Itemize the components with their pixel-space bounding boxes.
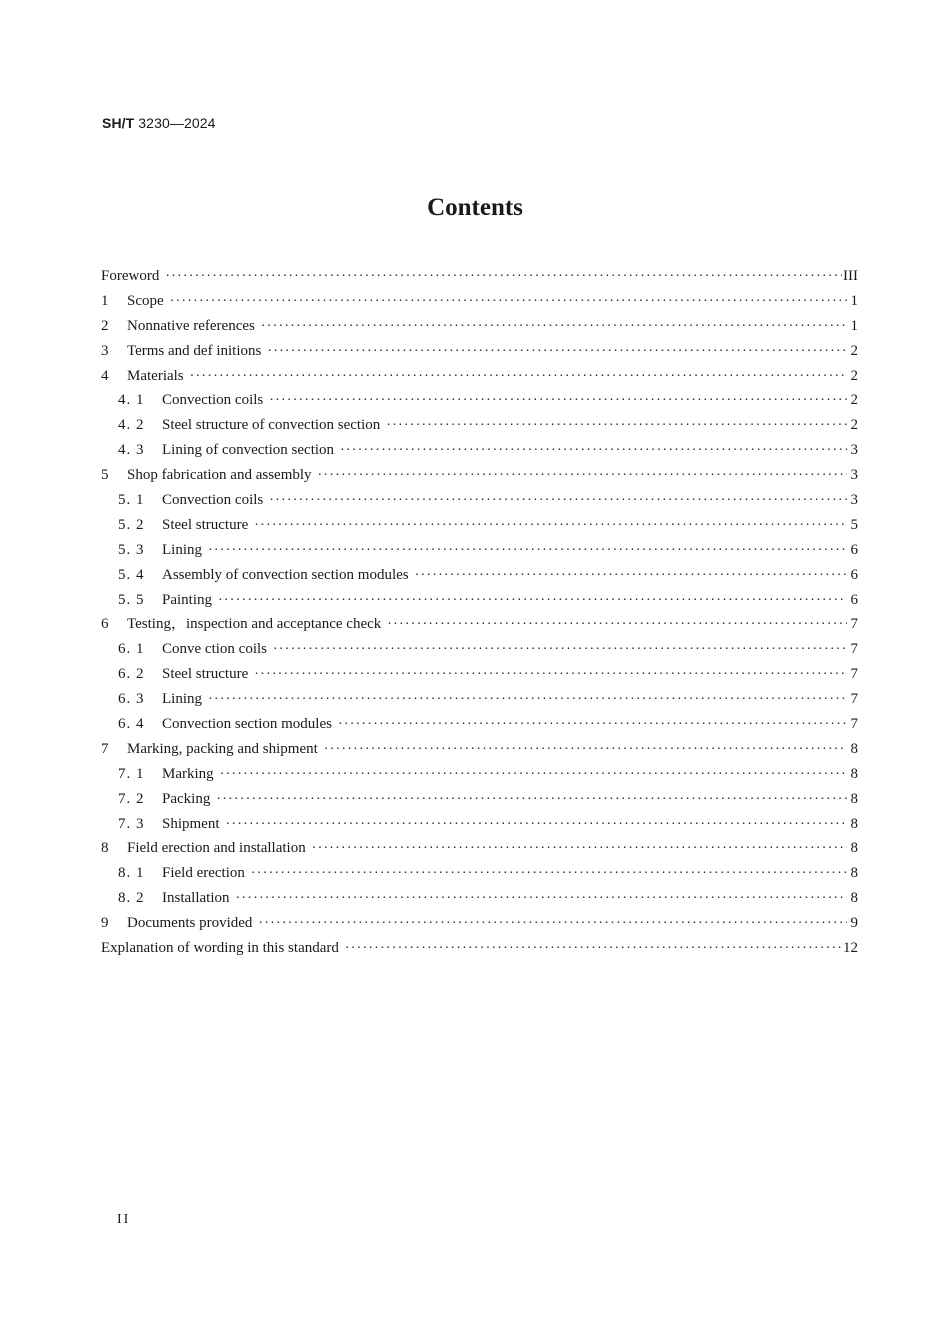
- table-of-contents: [101, 264, 858, 961]
- toc-entry[interactable]: [101, 463, 858, 488]
- toc-dot-leader: [226, 813, 847, 838]
- toc-entry-page: 8: [850, 765, 858, 782]
- toc-entry-page: 9: [850, 915, 858, 932]
- toc-entry-title: Shipment: [162, 815, 220, 832]
- toc-entry-page: 8: [850, 840, 858, 857]
- toc-entry-number: 9: [101, 915, 110, 932]
- toc-dot-leader: [267, 340, 847, 365]
- toc-entry-number: 7: [101, 740, 110, 757]
- toc-entry[interactable]: [101, 388, 858, 413]
- toc-entry-number: 6. 2: [118, 666, 145, 683]
- toc-entry[interactable]: [101, 712, 858, 737]
- toc-entry-page: 6: [850, 541, 858, 558]
- toc-dot-leader: [269, 489, 847, 514]
- toc-entry-page: 1: [850, 317, 858, 334]
- toc-dot-leader: [261, 315, 847, 340]
- toc-entry-number: 6. 4: [118, 716, 145, 733]
- toc-dot-leader: [208, 688, 847, 713]
- toc-entry[interactable]: [101, 637, 858, 662]
- toc-entry-title: Convection coils: [162, 392, 264, 409]
- toc-dot-leader: [338, 713, 847, 738]
- toc-entry-page: 6: [850, 591, 858, 608]
- toc-entry-page: 8: [850, 790, 858, 807]
- toc-entry[interactable]: [101, 861, 858, 886]
- toc-entry-title: Convection section modules: [162, 716, 332, 733]
- toc-dot-leader: [269, 389, 847, 414]
- toc-entry-title: Terms and def initions: [127, 342, 262, 359]
- toc-entry[interactable]: [101, 588, 858, 613]
- toc-entry-number: 6. 1: [118, 641, 145, 658]
- toc-entry[interactable]: [101, 836, 858, 861]
- toc-entry-title: Marking: [162, 765, 214, 782]
- toc-entry-number: 7. 3: [118, 815, 145, 832]
- toc-dot-leader: [165, 265, 842, 290]
- toc-entry-title: Packing: [162, 790, 211, 807]
- toc-entry-number: 3: [101, 342, 110, 359]
- document-code-number: 3230—2024: [138, 115, 216, 131]
- toc-entry-title: Assembly of convection section modules: [162, 566, 409, 583]
- toc-dot-leader: [220, 763, 847, 788]
- toc-entry-number: 6. 3: [118, 691, 145, 708]
- toc-entry[interactable]: [101, 787, 858, 812]
- toc-entry-page: 2: [850, 392, 858, 409]
- toc-entry[interactable]: [101, 662, 858, 687]
- toc-entry[interactable]: [101, 936, 858, 961]
- toc-entry-number: 7. 1: [118, 765, 145, 782]
- toc-entry-page: 5: [850, 516, 858, 533]
- toc-entry-title: Steel structure: [162, 516, 249, 533]
- toc-entry[interactable]: [101, 339, 858, 364]
- toc-entry-page: 3: [850, 492, 858, 509]
- toc-entry-number: 2: [101, 317, 110, 334]
- toc-entry-number: 5. 2: [118, 516, 145, 533]
- toc-entry-title: Marking, packing and shipment: [127, 740, 318, 757]
- toc-entry-number: 4. 3: [118, 442, 145, 459]
- toc-entry-number: 8. 1: [118, 865, 145, 882]
- toc-entry-title: Lining: [162, 541, 202, 558]
- toc-entry-number: 5. 5: [118, 591, 145, 608]
- toc-entry-title: Convection coils: [162, 492, 264, 509]
- toc-dot-leader: [170, 290, 847, 315]
- page-number: II: [117, 1212, 131, 1227]
- toc-entry-number: 4. 2: [118, 417, 145, 434]
- toc-entry[interactable]: [101, 812, 858, 837]
- toc-entry[interactable]: [101, 737, 858, 762]
- toc-entry-title: Foreword: [101, 268, 160, 284]
- toc-dot-leader: [236, 887, 848, 912]
- toc-entry-page: 7: [850, 641, 858, 658]
- toc-entry-title: Nonnative references: [127, 317, 255, 334]
- toc-dot-leader: [208, 539, 847, 564]
- toc-entry-number: 8: [101, 840, 110, 857]
- toc-dot-leader: [318, 464, 847, 489]
- toc-entry[interactable]: [101, 513, 858, 538]
- toc-entry[interactable]: [101, 413, 858, 438]
- toc-entry-title: Conve ction coils: [162, 641, 267, 658]
- toc-entry[interactable]: [101, 438, 858, 463]
- document-code: [102, 115, 216, 131]
- toc-entry[interactable]: [101, 264, 858, 289]
- toc-entry-page: 1: [850, 292, 858, 309]
- toc-entry-page: 7: [850, 716, 858, 733]
- toc-entry-page: 2: [850, 417, 858, 434]
- toc-entry[interactable]: [101, 762, 858, 787]
- toc-entry-number: 8. 2: [118, 890, 145, 907]
- toc-dot-leader: [312, 837, 847, 862]
- toc-entry[interactable]: [101, 538, 858, 563]
- toc-entry-page: III: [843, 268, 858, 284]
- page-title: Contents: [427, 194, 523, 221]
- document-code-prefix: SH/T: [102, 115, 135, 131]
- toc-dot-leader: [324, 738, 847, 763]
- toc-dot-leader: [218, 589, 847, 614]
- toc-entry-page: 7: [850, 691, 858, 708]
- toc-entry[interactable]: [101, 563, 858, 588]
- toc-entry-number: 7. 2: [118, 790, 145, 807]
- toc-entry-page: 7: [850, 616, 858, 633]
- toc-entry-page: 8: [850, 865, 858, 882]
- toc-entry[interactable]: [101, 289, 858, 314]
- toc-dot-leader: [254, 514, 847, 539]
- toc-entry[interactable]: [101, 364, 858, 389]
- toc-entry-title: Materials: [127, 367, 184, 384]
- toc-entry-page: 12: [843, 940, 858, 957]
- toc-entry-title: Lining: [162, 691, 202, 708]
- toc-entry-page: 8: [850, 815, 858, 832]
- toc-entry-title: Steel structure: [162, 666, 249, 683]
- toc-entry-title: Testing，inspection and acceptance check: [127, 616, 382, 633]
- toc-entry-number: 5: [101, 467, 110, 484]
- toc-entry-number: 4. 1: [118, 392, 145, 409]
- toc-entry-number: 4: [101, 367, 110, 384]
- toc-dot-leader: [345, 937, 842, 962]
- toc-entry-number: 6: [101, 616, 110, 633]
- toc-entry[interactable]: [101, 911, 858, 936]
- toc-dot-leader: [190, 365, 847, 390]
- toc-entry-title: Field erection: [162, 865, 245, 882]
- toc-entry-title: Explanation of wording in this standard: [101, 940, 339, 957]
- toc-entry-title: Installation: [162, 890, 230, 907]
- toc-entry-title: Shop fabrication and assembly: [127, 467, 312, 484]
- toc-entry-title: Lining of convection section: [162, 442, 335, 459]
- toc-dot-leader: [254, 663, 847, 688]
- toc-entry[interactable]: [101, 488, 858, 513]
- toc-entry-page: 3: [850, 442, 858, 459]
- toc-entry-page: 2: [850, 367, 858, 384]
- toc-dot-leader: [340, 439, 847, 464]
- toc-entry-number: 5. 4: [118, 566, 145, 583]
- toc-dot-leader: [258, 912, 847, 937]
- toc-entry-title: Documents provided: [127, 915, 253, 932]
- toc-entry-title: Painting: [162, 591, 213, 608]
- toc-dot-leader: [251, 862, 847, 887]
- toc-entry-title: Scope: [127, 292, 164, 309]
- toc-entry-title: Steel structure of convection section: [162, 417, 381, 434]
- toc-entry-page: 7: [850, 666, 858, 683]
- toc-entry-page: 6: [850, 566, 858, 583]
- toc-entry[interactable]: [101, 886, 858, 911]
- toc-entry[interactable]: [101, 314, 858, 339]
- toc-dot-leader: [216, 788, 847, 813]
- toc-dot-leader: [386, 414, 847, 439]
- toc-entry-page: 3: [850, 467, 858, 484]
- toc-entry-page: 2: [850, 342, 858, 359]
- toc-entry[interactable]: [101, 687, 858, 712]
- toc-entry[interactable]: [101, 612, 858, 637]
- toc-entry-number: 5. 1: [118, 492, 145, 509]
- toc-entry-number: 5. 3: [118, 541, 145, 558]
- toc-entry-page: 8: [850, 890, 858, 907]
- toc-dot-leader: [273, 638, 847, 663]
- toc-entry-title: Field erection and installation: [127, 840, 306, 857]
- toc-entry-page: 8: [850, 740, 858, 757]
- toc-dot-leader: [415, 564, 847, 589]
- toc-entry-number: 1: [101, 292, 110, 309]
- toc-dot-leader: [387, 613, 847, 638]
